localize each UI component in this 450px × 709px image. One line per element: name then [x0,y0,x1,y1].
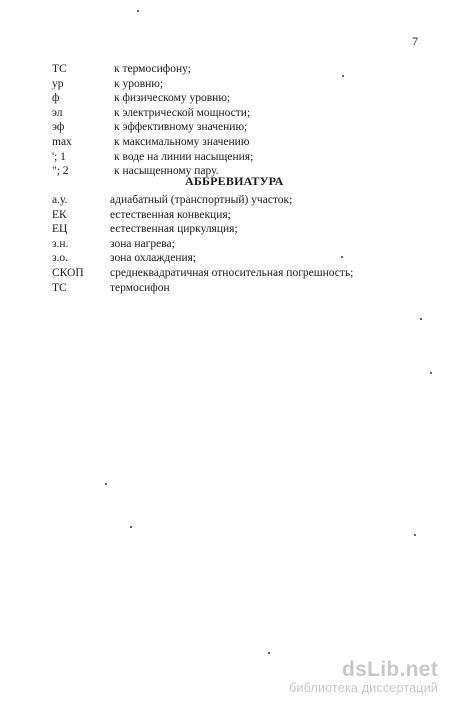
abbreviation-meaning: зона охлаждения; [110,252,197,265]
scan-speck [341,256,343,258]
abbreviation-meaning: естественная конвекция; [110,208,231,221]
abbreviation-meaning: естественная циркуляция; [110,223,238,236]
subscript-key: ТС [52,63,67,75]
subscript-row [52,150,372,165]
abbreviation-meaning: термосифон [110,281,170,294]
abbreviation-list [52,193,382,295]
subscript-row [52,62,372,77]
scan-speck [420,318,422,320]
abbreviation-row [52,208,382,223]
subscript-meaning: к воде на линии насыщения; [114,150,254,163]
subscript-meaning: к эффективному значению; [114,121,248,134]
watermark-tagline: библиотека диссертаций [289,681,438,695]
watermark-logo: dsLib.net [341,658,438,681]
subscript-list [52,62,372,179]
abbreviation-key: ЕК [52,208,67,221]
subscript-key: эф [52,121,65,134]
abbreviation-row [52,237,382,252]
scan-speck [342,75,344,77]
abbreviation-meaning: среднеквадратичная относительная погрешность; [110,266,354,279]
scan-speck [414,534,416,536]
subscript-row [52,120,372,135]
subscript-key: '; 1 [52,150,66,163]
abbreviation-key: ТС [52,281,67,294]
abbreviation-meaning: адиабатный (транспортный) участок; [110,194,293,206]
subscript-key: ур [52,77,64,90]
subscript-meaning: к электрической мощности; [114,106,251,119]
subscript-meaning: к уровню; [114,77,164,90]
subscript-key: ф [52,92,60,105]
abbreviation-key: з.н. [52,237,69,250]
scan-speck [137,10,139,12]
page-number: 7 [412,34,418,48]
abbreviation-row [52,222,382,237]
subscript-row [52,77,372,92]
subscript-key: max [52,135,72,148]
abbreviation-key: а.у. [52,194,68,206]
subscript-meaning: к термосифону; [114,63,191,75]
subscript-row [52,135,372,150]
subscript-meaning: к максимальному значению [114,135,250,148]
subscript-row [52,106,372,121]
subscript-row [52,91,372,106]
scan-speck [268,652,270,654]
abbreviation-row [52,281,382,296]
abbreviation-row [52,193,382,208]
section-heading: АББРЕВИАТУРА [185,174,284,188]
abbreviation-key: з.о. [52,252,69,265]
scan-speck [105,483,107,485]
subscript-meaning: к физическому уровню; [114,92,231,105]
abbreviation-row [52,251,382,266]
watermark [289,659,438,695]
scan-speck [430,372,432,374]
subscript-key: "; 2 [52,165,69,178]
abbreviation-row [52,266,382,281]
abbreviation-key: ЕЦ [52,223,68,236]
abbreviation-key: СКОП [52,266,84,279]
scan-speck [130,526,132,528]
subscript-key: эл [52,106,63,119]
abbreviation-meaning: зона нагрева; [110,237,175,250]
subscript-meaning: к насыщенному пару. [114,165,219,178]
